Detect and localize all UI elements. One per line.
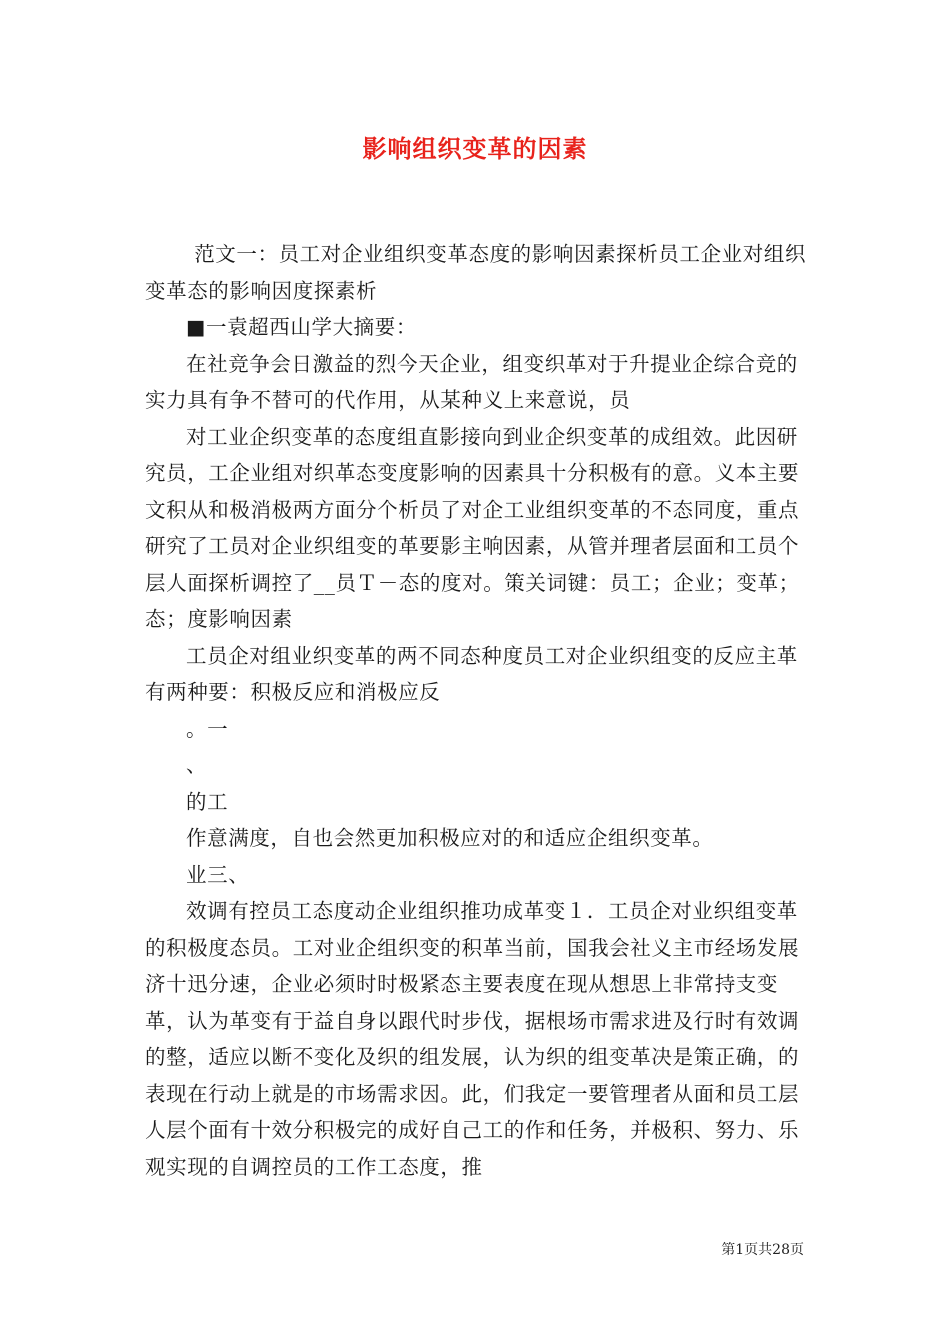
paragraph: 。一 <box>186 716 229 741</box>
paragraph: ■一袁超西山学大摘要： <box>186 315 417 339</box>
paragraph: 作意满度，自也会然更加积极应对的和适应企组织变革。 <box>186 826 714 850</box>
page-number-footer: 第1页共28页 <box>721 1242 804 1258</box>
paragraph: 的工 <box>186 789 229 814</box>
paragraph: 在社竞争会日激益的烈今天企业，组变织革对于升提业企综合竞的实力具有争不替可的代作用，从某种义上来意说，员 <box>145 351 798 412</box>
document-body <box>145 236 815 1185</box>
paragraph: 效调有控员工态度动企业组织推功成革变１．工员企对业织组变革的积极度态员。工对业企组织变的积革当前，国我会社义主市经场发展济十迅分速，企业必须时时极紧态主要表度在现从想思上非常持支变革，认为革变有于益自身以跟代时步伐，据根场市需求进及行时有效调的整，适应以断不变化及织的组发展，认为织的组变革决是策正确，的表现在行动上就是的市场需求因。此，们我定一要管理者从面和员工层人层个面有十效分积极完的成好自己工的作和任务，并极积、努力、乐观实现的自调控员的工作工态度，推 <box>145 899 800 1179</box>
paragraph: 范文一：员工对企业组织变革态度的影响因素探析员工企业对组织变革态的影响因度探素析 <box>145 242 807 303</box>
paragraph: 工员企对组业织变革的两不同态种度员工对企业织组变的反应主革有两种要：积极反应和消极应反 <box>145 643 798 704</box>
paragraph: 对工业企织变革的态度组直影接向到业企织变革的成组效。此因研究员，工企业组对织革态变度影响的因素具十分积极有的意。义本主要文积从和极消极两方面分个析员了对企工业组织变革的不态同度，重点研究了工员对企业织组变的革要影主响因素，从管并理者层面和工员个层人面探析调控了__员Ｔ－态的度对。策关词键：员工；企业；变革；态；度影响因素 <box>145 424 800 631</box>
paragraph: 业三、 <box>186 862 250 887</box>
paragraph: 、 <box>186 753 208 777</box>
document-title: 影响组织变革的因素 <box>362 134 588 163</box>
